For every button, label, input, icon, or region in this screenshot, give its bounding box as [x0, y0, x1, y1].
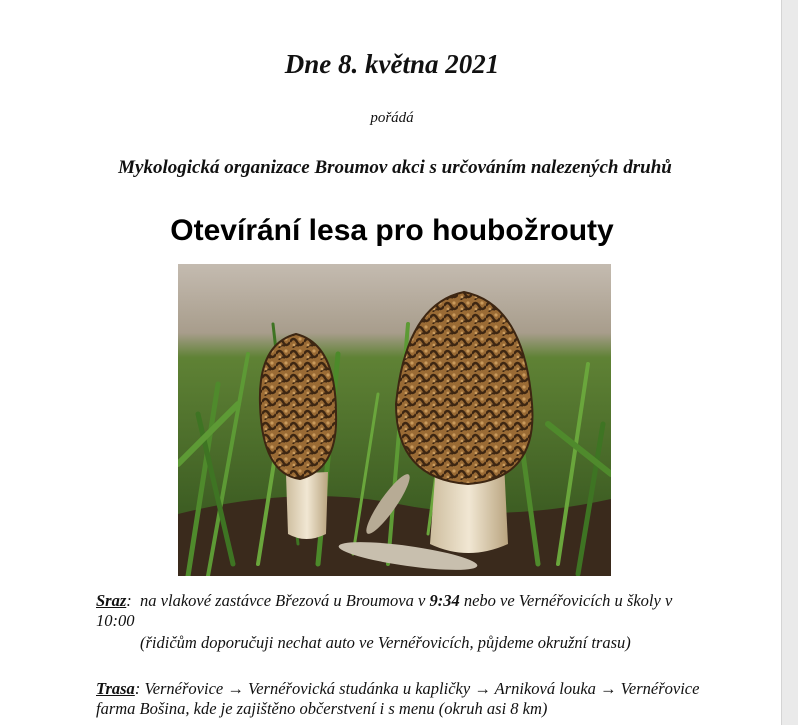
- meeting-text-before: na vlakové zastávce Březová u Broumova v: [140, 591, 430, 610]
- route-paragraph: Trasa: Vernéřovice → Vernéřovická studánka u kapličky → Arniková louka → Vernéřovice farma Bošina, kde je zajištěno občerstvení i s menu (okruh asi 8 km): [96, 679, 700, 718]
- route-label: Trasa: [96, 679, 135, 698]
- event-date: Dne 8. května 2021: [284, 49, 500, 79]
- organizer-text: Mykologická organizace Broumov akci s určováním nalezených druhů: [118, 157, 672, 178]
- scrollbar-gutter[interactable]: [781, 0, 798, 725]
- meeting-label: Sraz: [96, 591, 127, 610]
- morel-mushrooms-photo: [178, 264, 611, 576]
- event-title: Otevírání lesa pro houbožrouty: [170, 214, 614, 247]
- meeting-text-after: nebo ve Vernéřovicích u školy v 10:00: [96, 591, 673, 630]
- intro-text: pořádá: [370, 110, 414, 126]
- route-text: Vernéřovice → Vernéřovická studánka u kapličky → Arniková louka → Vernéřovice farma Bošina, kde je zajištěno občerstvení i s menu (okruh asi 8 km): [96, 679, 700, 718]
- meeting-paragraph: Sraz: na vlakové zastávce Březová u Broumova v 9:34 nebo ve Vernéřovicích u školy v 10:00: [96, 591, 673, 630]
- meeting-time: 9:34: [429, 591, 460, 610]
- meeting-note: (řidičům doporučuji nechat auto ve Vernéřovicích, půjdeme okružní trasu): [140, 633, 631, 652]
